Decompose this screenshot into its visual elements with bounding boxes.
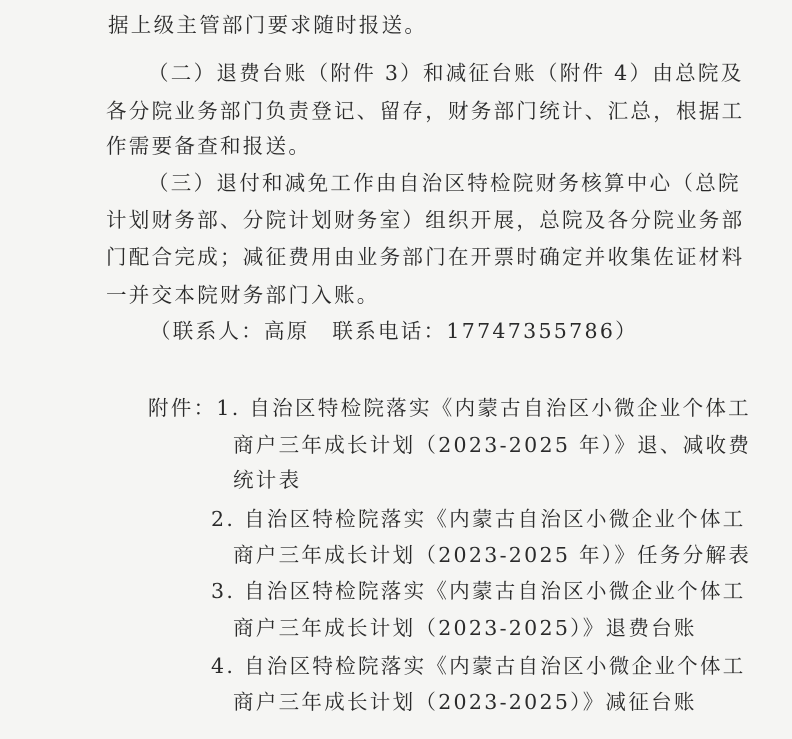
attachment-1-line: 附件：1. 自治区特检院落实《内蒙古自治区小微企业个体工 (148, 396, 751, 420)
attachment-2-line: 2. 自治区特检院落实《内蒙古自治区小微企业个体工 (211, 507, 746, 531)
body-line: 作需要备查和报送。 (106, 134, 312, 158)
body-line: 一并交本院财务部门入账。 (106, 283, 380, 307)
body-line: （二）退费台账（附件 3）和减征台账（附件 4）由总院及 (148, 61, 744, 85)
body-line: 各分院业务部门负责登记、留存，财务部门统计、汇总，根据工 (106, 99, 745, 123)
body-line: （三）退付和减免工作由自治区特检院财务核算中心（总院 (148, 171, 741, 195)
contact-line: （联系人：高原 联系电话：17747355786） (150, 319, 638, 343)
body-line: 门配合完成；减征费用由业务部门在开票时确定并收集佐证材料 (106, 245, 745, 269)
attachment-1-line: 商户三年成长计划（2023-2025 年）》退、减收费 (233, 433, 752, 457)
attachment-3-line: 商户三年成长计划（2023-2025）》退费台账 (233, 616, 697, 640)
body-line: 据上级主管部门要求随时报送。 (108, 13, 428, 37)
body-line: 计划财务部、分院计划财务室）组织开展，总院及各分院业务部 (106, 208, 745, 232)
attachment-4-line: 4. 自治区特检院落实《内蒙古自治区小微企业个体工 (211, 654, 746, 678)
attachment-2-line: 商户三年成长计划（2023-2025 年）》任务分解表 (233, 543, 752, 567)
attachment-1-line: 统计表 (233, 468, 302, 492)
attachment-3-line: 3. 自治区特检院落实《内蒙古自治区小微企业个体工 (211, 579, 746, 603)
attachment-4-line: 商户三年成长计划（2023-2025）》减征台账 (233, 690, 697, 714)
